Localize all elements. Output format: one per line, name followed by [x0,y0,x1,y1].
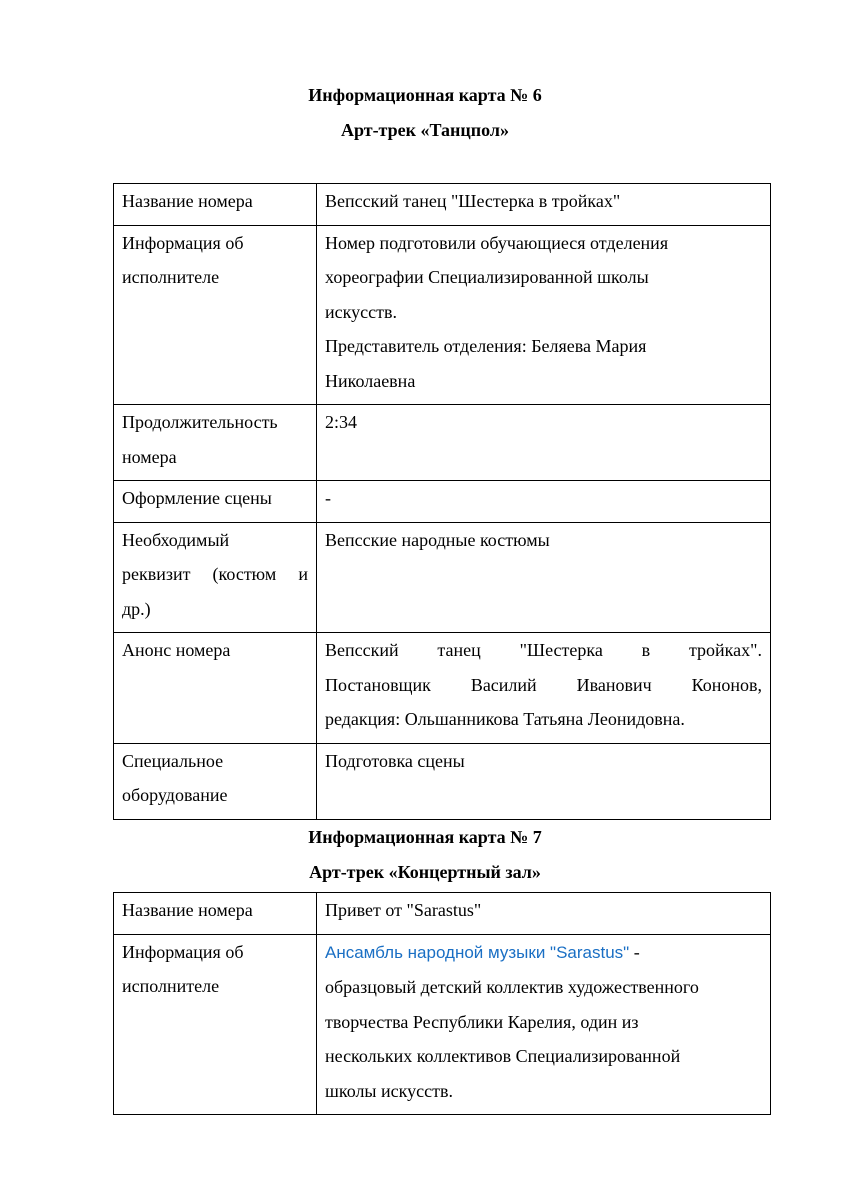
row-value [317,405,771,481]
label-text: Необходимый [122,529,230,550]
value-text: Николаевна [325,370,416,391]
row-label [114,184,317,226]
value-text: Постановщик Василий Иванович Кононов, [325,674,762,695]
row-value [317,184,771,226]
row-value [317,225,771,405]
table-row [114,481,771,523]
card-6-subtitle: Арт-трек «Танцпол» [340,120,510,140]
value-line [325,935,762,971]
value-text: хореографии Специализированной школы [325,267,649,287]
row-label [114,633,317,744]
table-row [114,522,771,633]
label-text: исполнителе [122,976,220,996]
value-text: Подготовка сцены [325,750,465,771]
row-label [114,225,317,405]
label-text: оборудование [122,785,228,805]
value-text: Вепсский танец "Шестерка в тройках" [325,191,621,211]
row-value [317,934,771,1115]
card-7-title: Информационная карта № 7 [308,827,542,847]
value-text: нескольких коллективов Специализированной [325,1046,681,1066]
label-text: исполнителе [122,267,220,287]
row-value [317,481,771,523]
row-label [114,934,317,1115]
table-row [114,633,771,744]
row-value [317,633,771,744]
label-text: Название номера [122,191,253,211]
row-label [114,743,317,819]
label-text: Анонс номера [122,640,231,660]
card-6-table [113,183,771,820]
label-text: Продолжительность [122,412,278,432]
table-row [114,743,771,819]
value-text: Вепсские народные костюмы [325,529,550,550]
table-row [114,184,771,226]
value-text: образцовый детский коллектив художественного [325,977,699,997]
row-value [317,522,771,633]
row-label [114,893,317,935]
row-label [114,481,317,523]
table-row [114,934,771,1115]
label-text: др.) [122,598,151,619]
table-row [114,893,771,935]
row-value [317,893,771,935]
card-6-title: Информационная карта № 6 [308,85,542,105]
value-text: школы искусств. [325,1080,453,1101]
value-text: Представитель отделения: Беляева Мария [325,336,647,356]
card-7-table [113,892,771,1115]
value-text: 2:34 [325,412,358,432]
value-text: - [629,941,640,962]
card-7-subtitle: Арт-трек «Концертный зал» [309,862,541,882]
value-text: искусств. [325,301,397,322]
row-label [114,405,317,481]
value-text: Привет от "Sarastus" [325,900,482,920]
label-text: реквизит (костюм и [122,564,308,584]
row-value [317,743,771,819]
label-text: Информация об [122,232,244,253]
label-text: Оформление сцены [122,488,272,508]
row-label [114,522,317,633]
value-text: Номер подготовили обучающиеся отделения [325,232,669,253]
label-text: Информация об [122,941,244,962]
value-text: - [325,488,331,508]
label-text: номера [122,446,177,467]
label-text: Название номера [122,900,253,920]
value-text: редакция: Ольшанникова Татьяна Леонидовна. [325,709,685,729]
ensemble-link[interactable]: Ансамбль народной музыки "Sarastus" [325,942,630,962]
table-row [114,405,771,481]
label-text: Специальное [122,750,224,771]
value-text: творчества Республики Карелия, один из [325,1011,639,1032]
table-row [114,225,771,405]
value-text: Вепсский танец "Шестерка в тройках". [325,640,762,660]
